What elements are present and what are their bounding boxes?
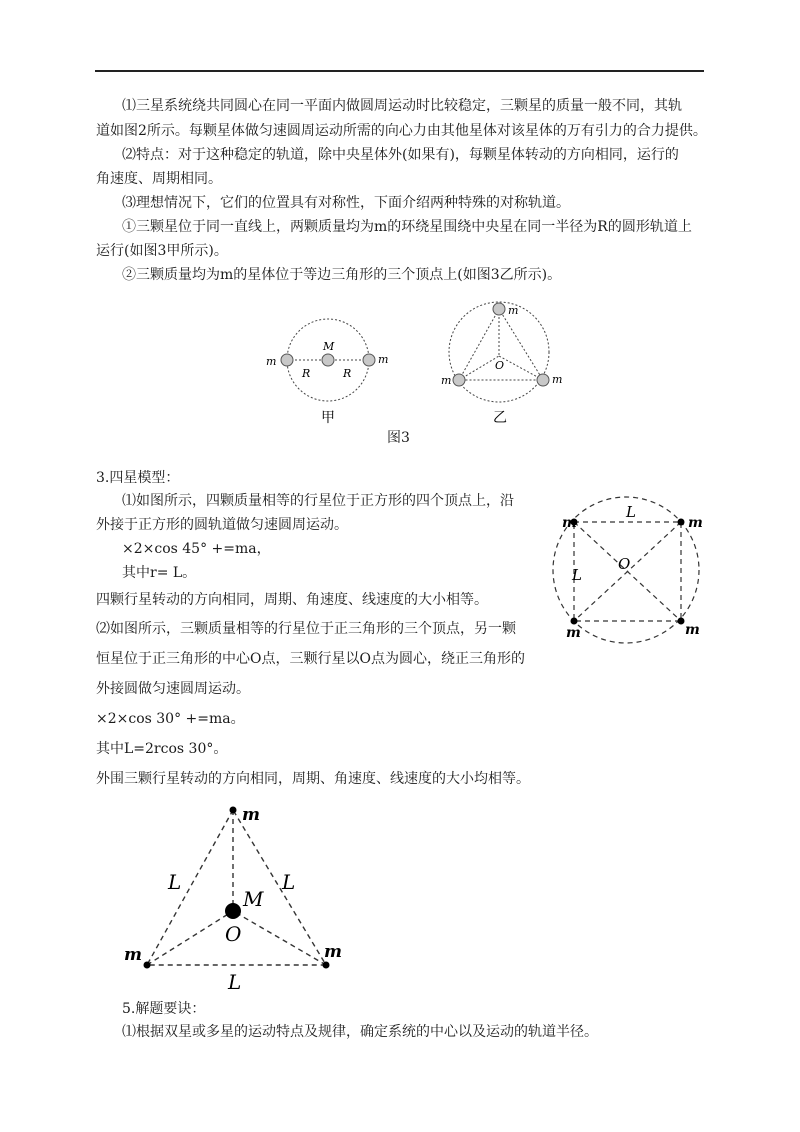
four-star-formula-2: ×2×cos 30° +=ma。: [96, 711, 245, 727]
paragraph-1-line-1: ⑴三星系统绕共同圆心在同一平面内做圆周运动时比较稳定，三颗星的质量一般不同，其轨: [122, 98, 682, 114]
planet-bottom-left: [571, 618, 578, 625]
label-m-right: m: [324, 942, 342, 962]
label-L-right: L: [282, 870, 296, 894]
label-M: M: [243, 887, 264, 911]
planet-top: [230, 807, 237, 814]
header-rule: [95, 70, 704, 72]
label-jia: 甲: [321, 410, 335, 426]
four-star-s2-line-1: ⑵如图所示，三颗质量相等的行星位于正三角形的三个顶点，另一颗: [96, 621, 516, 637]
central-star-M: [225, 903, 241, 919]
paragraph-2-line-1: ⑵特点：对于这种稳定的轨道，除中央星体外(如果有)，每颗星体转动的方向相同，运行的: [122, 147, 679, 163]
figure-3-yi: [435, 295, 575, 430]
label-m-bottom-left: m: [566, 625, 581, 641]
line-center-right: [233, 911, 326, 965]
line-center-left: [147, 911, 233, 965]
paragraph-4-line-2: 运行(如图3甲所示)。: [96, 243, 228, 259]
paragraph-2-line-2: 角速度、周期相同。: [96, 171, 222, 187]
star-M-center: [322, 354, 334, 366]
label-m-bottom-right: m: [685, 622, 700, 638]
star-m-left: [453, 374, 465, 386]
four-star-where-2: 其中L=2rcos 30°。: [96, 741, 228, 757]
median-right: [499, 356, 543, 380]
label-yi: 乙: [493, 410, 507, 426]
planet-top-right: [678, 519, 685, 526]
label-m-left: m: [124, 945, 142, 965]
label-m-top-left: m: [562, 515, 577, 531]
label-O: O: [495, 359, 505, 372]
label-R-right: R: [343, 367, 352, 380]
median-left: [459, 356, 499, 380]
label-L-left: L: [572, 566, 582, 584]
triangle-star-figure: [118, 795, 368, 995]
star-m-top: [493, 303, 505, 315]
label-m-right: m: [552, 373, 563, 386]
four-star-s1-line-1: ⑴如图所示，四颗质量相等的行星位于正方形的四个顶点上，沿: [122, 493, 514, 509]
figure-3-jia: [260, 300, 400, 430]
label-m-top-right: m: [688, 515, 703, 531]
label-L-bottom: L: [228, 970, 242, 994]
star-m-left: [281, 354, 293, 366]
label-L-left: L: [168, 870, 182, 894]
paragraph-3-line-1: ⑶理想情况下，它们的位置具有对称性，下面介绍两种特殊的对称轨道。: [122, 195, 570, 211]
label-L-top: L: [626, 503, 636, 521]
label-m-top: m: [508, 304, 519, 317]
star-m-right: [363, 354, 375, 366]
tips-line-1: ⑴根据双星或多星的运动特点及规律，确定系统的中心以及运动的轨道半径。: [122, 1024, 598, 1040]
label-m-top: m: [242, 805, 260, 825]
four-star-conclusion-2: 外围三颗行星转动的方向相同，周期、角速度、线速度的大小均相等。: [96, 771, 530, 787]
four-star-s1-line-2: 外接于正方形的圆轨道做匀速圆周运动。: [96, 517, 348, 533]
four-star-s2-line-3: 外接圆做匀速圆周运动。: [96, 681, 250, 697]
paragraph-4-line-1: ①三颗星位于同一直线上，两颗质量均为m的环绕星围绕中央星在同一半径为R的圆形轨道上: [122, 219, 692, 235]
figure-3-caption: 图3: [387, 430, 410, 446]
planet-bottom-right: [678, 618, 685, 625]
four-star-formula-1: ×2×cos 45° +=ma，: [122, 541, 271, 557]
four-star-s2-line-2: 恒星位于正三角形的中心O点，三颗行星以O点为圆心，绕正三角形的: [96, 651, 525, 667]
four-star-where-1: 其中r= L。: [122, 565, 197, 581]
paragraph-5-line-1: ②三颗质量均为m的星体位于等边三角形的三个顶点上(如图3乙所示)。: [122, 267, 562, 283]
four-star-conclusion-1: 四颗行星转动的方向相同，周期、角速度、线速度的大小相等。: [96, 592, 488, 608]
star-m-right: [537, 374, 549, 386]
planet-left: [144, 962, 151, 969]
paragraph-1-line-2: 道如图2所示。每颗星体做匀速圆周运动所需的向心力由其他星体对该星体的万有引力的合力提供。: [96, 123, 707, 139]
section-four-star-heading: 3.四星模型：: [96, 470, 180, 486]
label-m-right: m: [378, 353, 389, 366]
label-m-left: m: [266, 355, 277, 368]
label-M: M: [323, 340, 335, 353]
square-four-star-figure: [550, 495, 710, 645]
label-R-left: R: [302, 367, 311, 380]
planet-right: [323, 962, 330, 969]
label-O: O: [225, 922, 242, 946]
tips-heading: 5.解题要诀：: [122, 1001, 206, 1017]
label-m-left: m: [441, 374, 452, 387]
label-O: O: [618, 555, 631, 573]
